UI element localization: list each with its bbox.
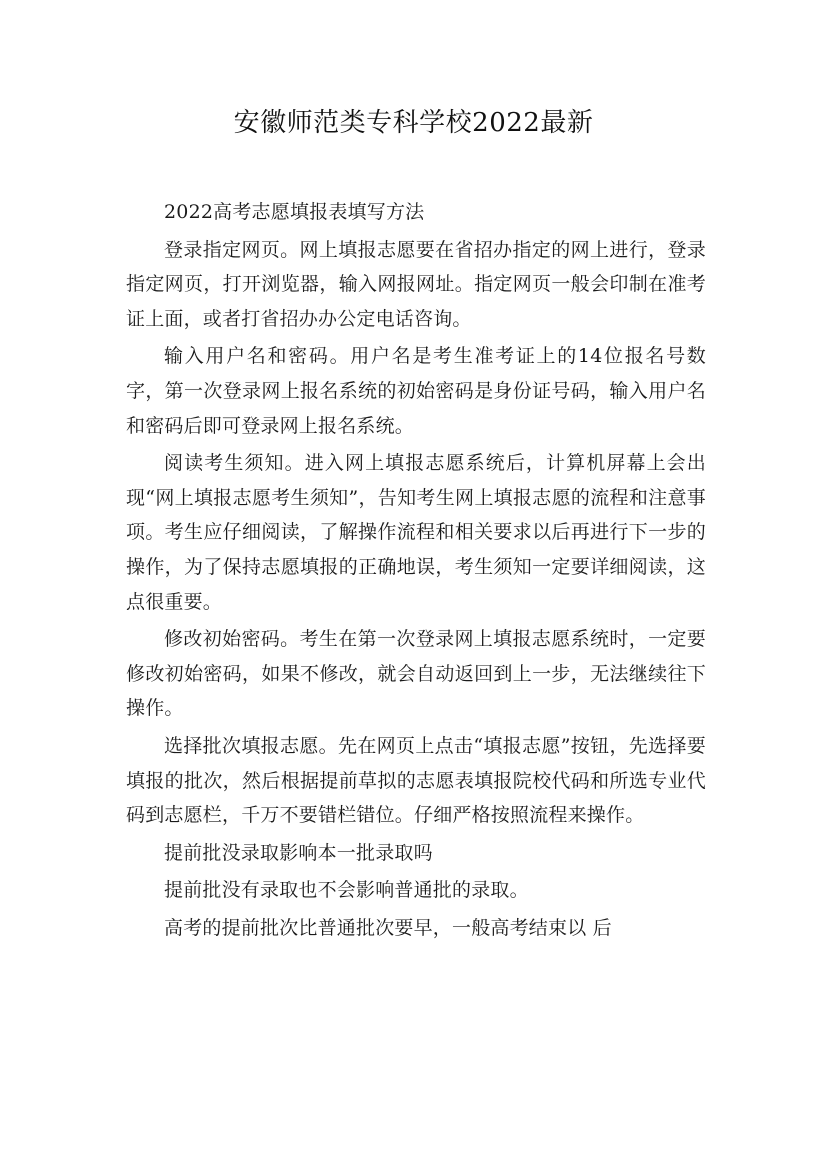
paragraph: 阅读考生须知。进入网上填报志愿系统后，计算机屏幕上会出现“网上填报志愿考生须知”，告知考生网上填报志愿的流程和注意事项。考生应仔细阅读，了解操作流程和相关要求以后再进行下一步的操作，为了保持志愿填报的正确地误，考生须知一定要详细阅读，这点很重要。 bbox=[126, 452, 706, 613]
paragraph: 提前批没有录取也不会影响普通批的录取。 bbox=[164, 879, 529, 902]
section-heading: 提前批没录取影响本一批录取吗 bbox=[164, 841, 433, 864]
paragraph: 修改初始密码。考生在第一次登录网上填报志愿系统时，一定要修改初始密码，如果不修改，就会自动返回到上一步，无法继续往下操作。 bbox=[126, 628, 706, 720]
paragraph: 高考的提前批次比普通批次要早，一般高考结束以 后 bbox=[164, 916, 612, 939]
paragraph: 输入用户名和密码。用户名是考生准考证上的14位报名号数字，第一次登录网上报名系统的初始密码是身份证号码，输入用户名和密码后即可登录网上报名系统。 bbox=[126, 345, 706, 437]
document-title: 安徽师范类专科学校2022最新 bbox=[233, 108, 594, 138]
paragraph: 登录指定网页。网上填报志愿要在省招办指定的网上进行，登录指定网页，打开浏览器，输入网报网址。指定网页一般会印制在准考证上面，或者打省招办办公定电话咨询。 bbox=[126, 238, 706, 330]
document-body bbox=[126, 195, 706, 948]
paragraph: 选择批次填报志愿。先在网页上点击“填报志愿”按钮，先选择要填报的批次，然后根据提前草拟的志愿表填报院校代码和所选专业代码到志愿栏，千万不要错栏错位。仔细严格按照流程来操作。 bbox=[126, 734, 706, 827]
section-heading: 2022高考志愿填报表填写方法 bbox=[164, 201, 425, 223]
